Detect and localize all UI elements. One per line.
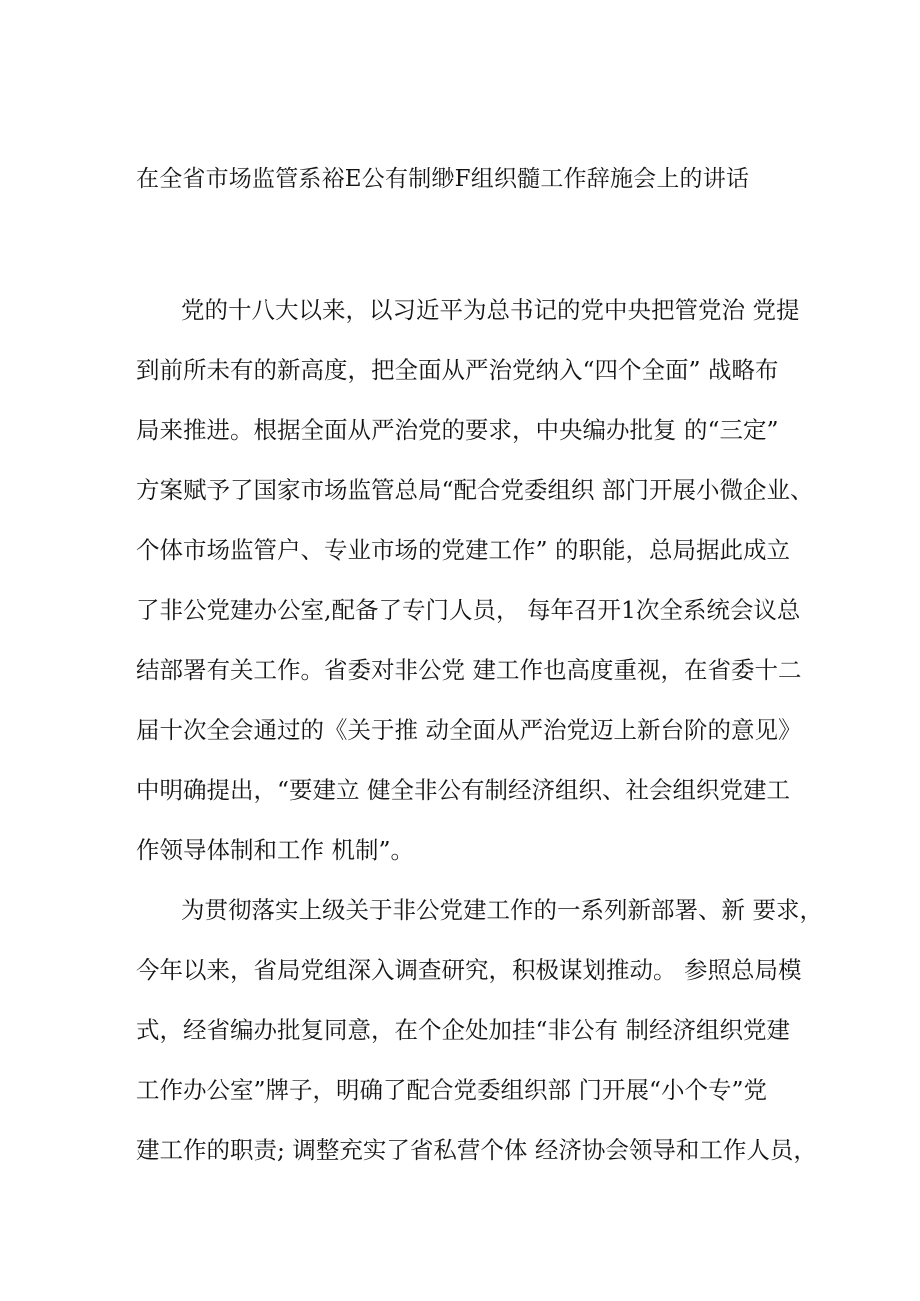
paragraph-line: 结部署有关工作。省委对非公党 建工作也高度重视，在省委十二	[136, 656, 802, 684]
paragraph-line: 方案赋予了国家市场监管总局“配合党委组织 部门开展小微企业、	[136, 476, 814, 504]
paragraph-line: 到前所未有的新高度，把全面从严治党纳入“四个全面” 战略布	[136, 356, 779, 384]
paragraph-line: 届十次全会通过的《关于推 动全面从严治党迈上新台阶的意见》	[136, 716, 802, 744]
paragraph-line: 式，经省编办批复同意，在个企处加挂“非公有 制经济组织党建	[136, 1016, 790, 1044]
document-title: 在全省市场监管系裕E公有制缈F组织髓工作辞施会上的讲话	[136, 166, 750, 192]
paragraph-line: 局来推进。根据全面从严治党的要求，中央编办批复 的“三定”	[136, 416, 779, 444]
paragraph-line: 中明确提出，“要建立 健全非公有制经济组织、社会组织党建工	[136, 776, 790, 804]
paragraph-line: 个体市场监管户、专业市场的党建工作” 的职能，总局据此成立	[136, 536, 790, 564]
paragraph-line: 工作办公室”牌子，明确了配合党委组织部 门开展“小个专”党	[136, 1076, 768, 1104]
paragraph-2	[136, 890, 823, 1190]
paragraph-line: 了非公党建办公室,配备了专门人员， 每年召开1次全系统会议总	[136, 596, 801, 624]
paragraph-1	[136, 290, 814, 890]
paragraph-line: 为贯彻落实上级关于非公党建工作的一系列新部署、新 要求，	[181, 896, 823, 924]
paragraph-line: 今年以来，省局党组深入调查研究，积极谋划推动。 参照总局模	[136, 956, 802, 984]
paragraph-line: 作领导体制和工作 机制”。	[136, 836, 414, 864]
document-body	[136, 290, 823, 1190]
paragraph-line: 党的十八大以来，以习近平为总书记的党中央把管党治 党提	[181, 296, 800, 324]
paragraph-line: 建工作的职责; 调整充实了省私营个体 经济协会领导和工作人员，	[136, 1136, 817, 1164]
